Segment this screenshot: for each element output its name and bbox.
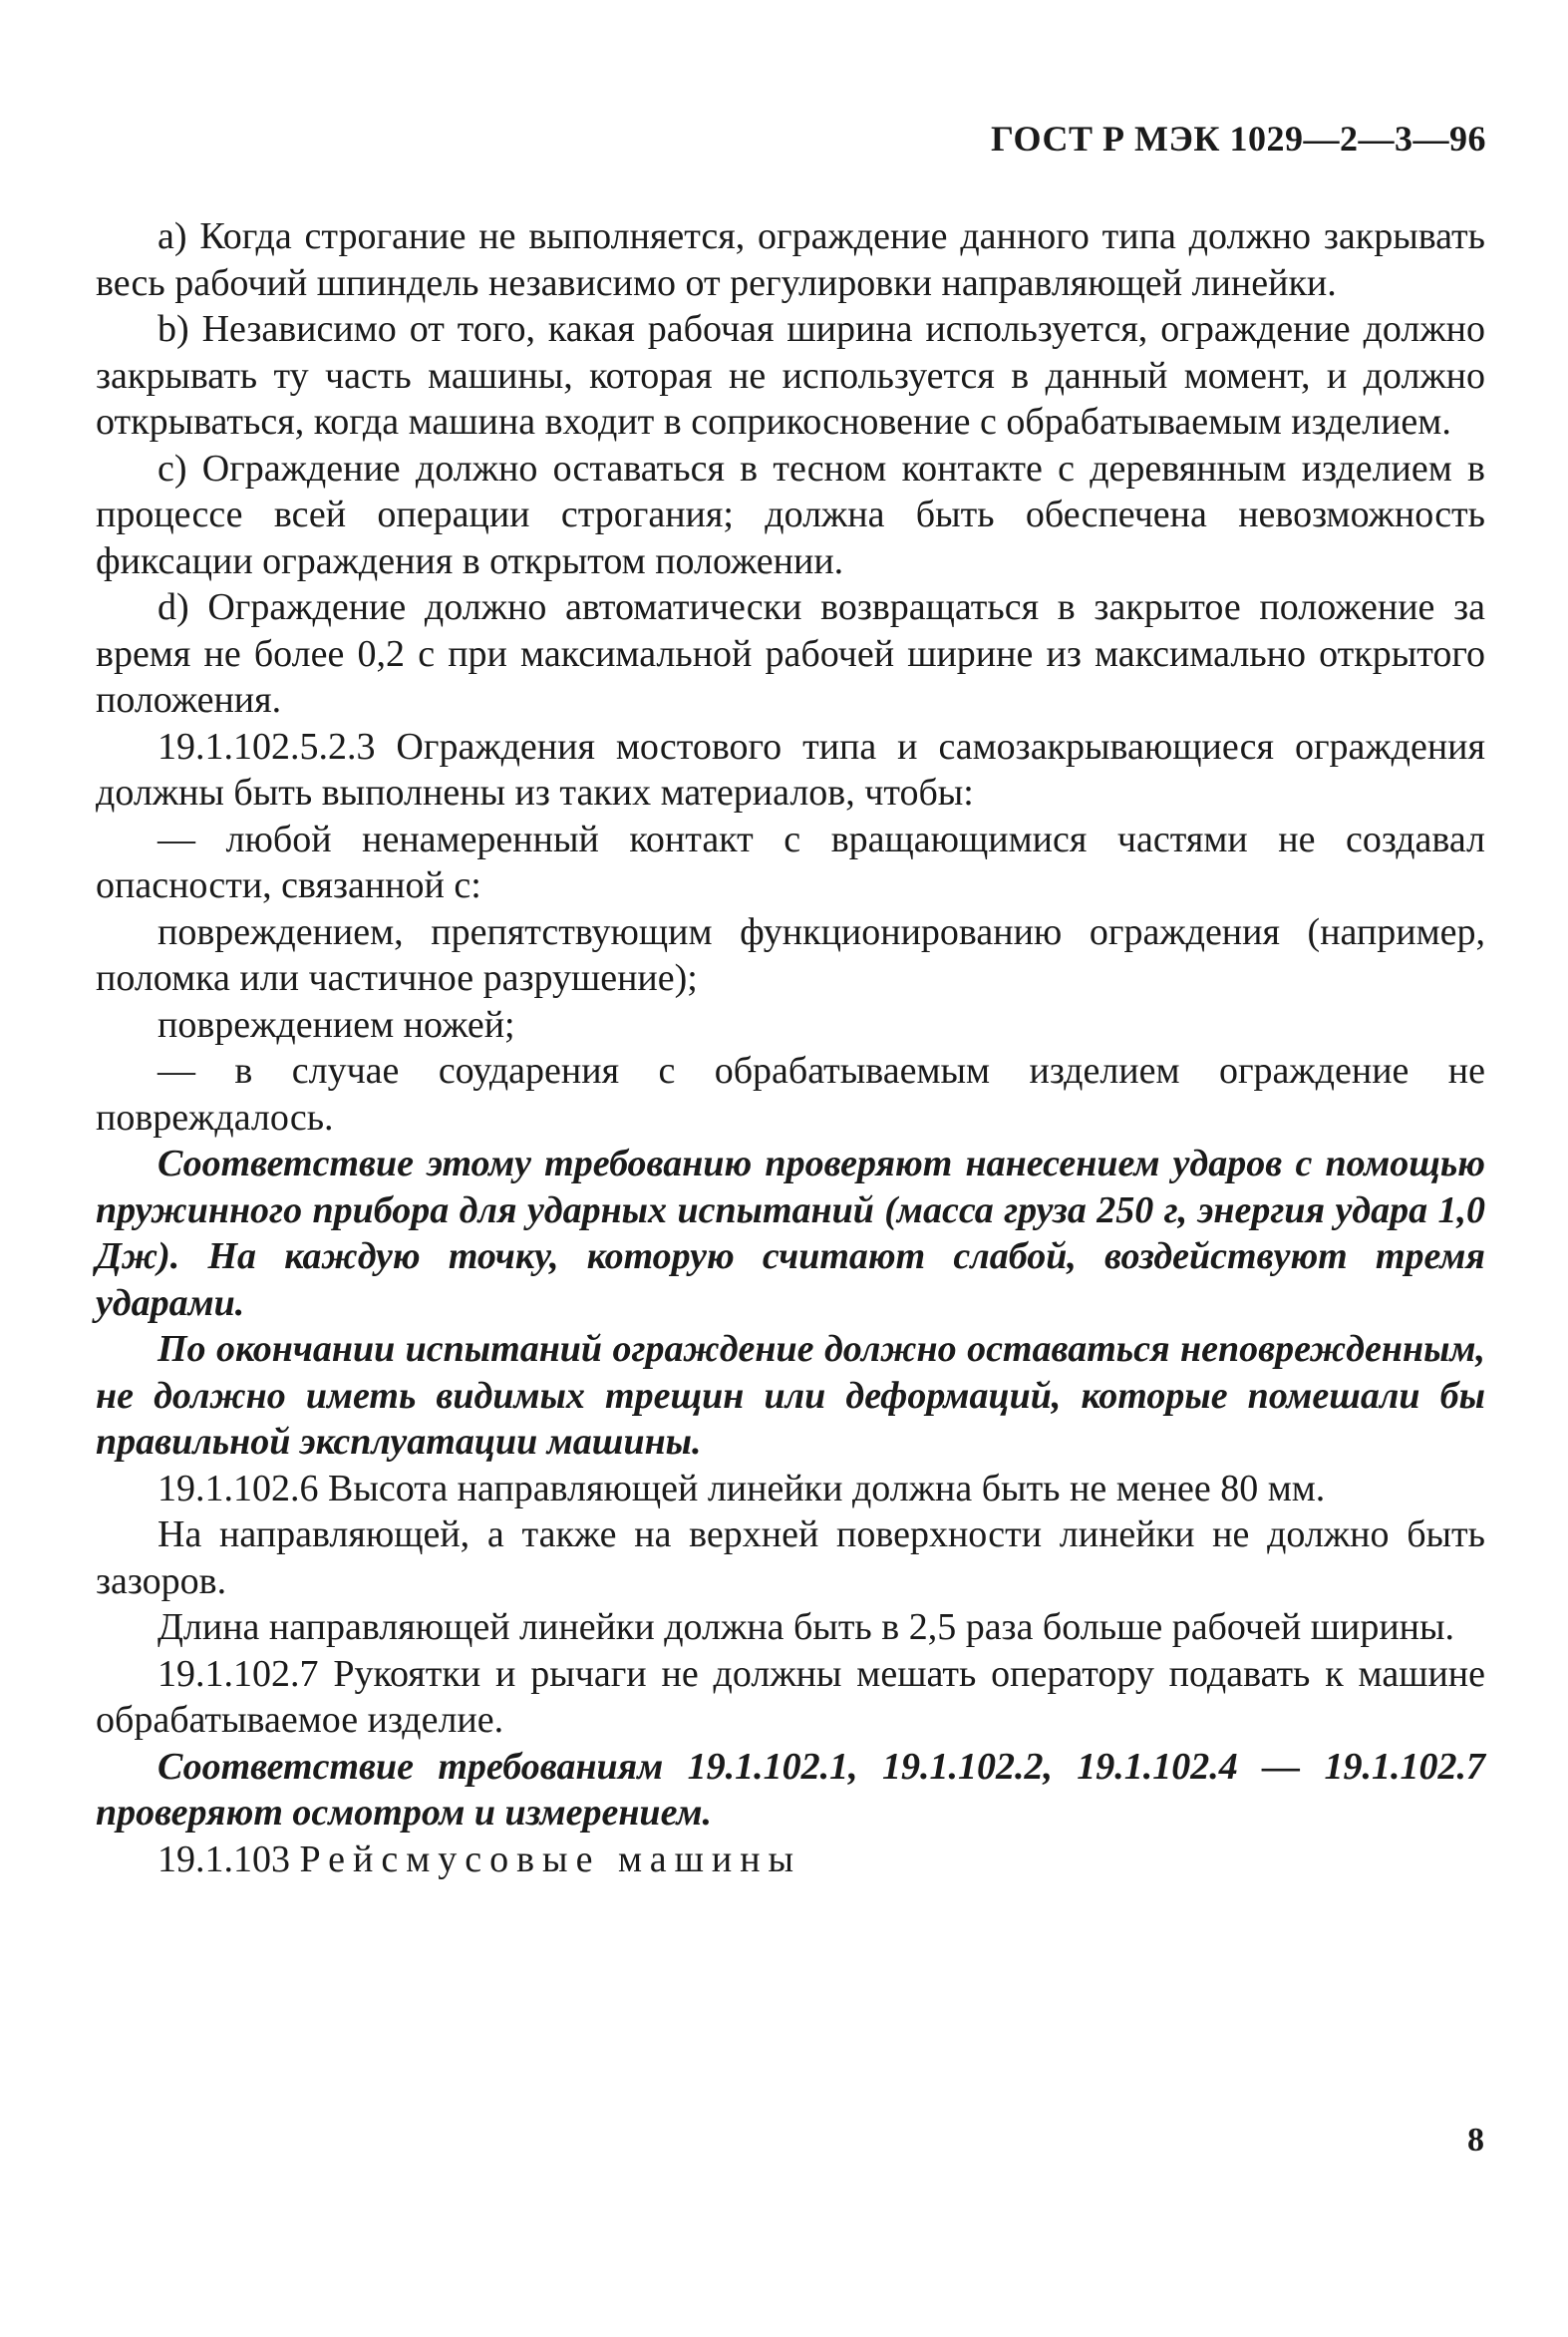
list-item-damage-function: повреждением, препятствующим функционированию ограждения (например, поломка или частичное разрушение); (96, 910, 1485, 999)
section-number: 19.1.103 (157, 1837, 290, 1880)
compliance-test-note: Соответствие этому требованию проверяют нанесением ударов с помощью пружинного прибора для ударных испытаний (масса груза 250 г, энергия удара 1,0 Дж). На каждую точку, которую считают слабой, воздействуют тремя ударами. (96, 1143, 1485, 1324)
paragraph-item-c: с) Ограждение должно оставаться в тесном контакте с деревянным изделием в процессе всей операции строгания; должна быть обеспечена невозможность фиксации ограждения в открытом положении. (96, 447, 1485, 582)
paragraph-item-b: b) Независимо от того, какая рабочая ширина используется, ограждение должно закрывать ту часть машины, которая не используется в данный момент, и должно открываться, когда машина входит в соприкосновение с обрабатываемым изделием. (96, 308, 1485, 443)
dash-item-collision: — в случае соударения с обрабатываемым изделием ограждение не повреждалось. (96, 1050, 1485, 1139)
clause-19-1-102-6: 19.1.102.6 Высота направляющей линейки должна быть не менее 80 мм. (157, 1467, 1326, 1509)
dash-item-contact: — любой ненамеренный контакт с вращающимися частями не создавал опасности, связанной с: (96, 818, 1485, 906)
guide-gaps-paragraph: На направляющей, а также на верхней поверхности линейки не должно быть зазоров. (96, 1513, 1485, 1602)
section-title: Рейсмусовые машины (299, 1837, 802, 1880)
compliance-inspection-note: Соответствие требованиям 19.1.102.1, 19.1.102.2, 19.1.102.4 — 19.1.102.7 проверяют осмотром и измерением. (96, 1745, 1485, 1834)
page-number: 8 (1467, 2122, 1484, 2159)
document-code-header: ГОСТ Р МЭК 1029—2—3—96 (991, 119, 1486, 159)
clause-19-1-102-7: 19.1.102.7 Рукоятки и рычаги не должны мешать оператору подавать к машине обрабатываемое изделие. (96, 1652, 1485, 1741)
guide-length-paragraph: Длина направляющей линейки должна быть в 2,5 раза больше рабочей ширины. (157, 1606, 1455, 1648)
document-body (96, 213, 1485, 1882)
post-test-note: По окончании испытаний ограждение должно оставаться неповрежденным, не должно иметь видимых трещин или деформаций, которые помешали бы правильной эксплуатации машины. (96, 1328, 1485, 1463)
paragraph-item-d: d) Ограждение должно автоматически возвращаться в закрытое положение за время не более 0,2 с при максимальной рабочей ширине из максимально открытого положения. (96, 586, 1485, 721)
section-heading (96, 1836, 1485, 1883)
clause-19-1-102-5-2-3: 19.1.102.5.2.3 Ограждения мостового типа и самозакрывающиеся ограждения должны быть выполнены из таких материалов, чтобы: (96, 725, 1485, 814)
list-item-damage-knives: повреждением ножей; (157, 1003, 515, 1046)
paragraph-item-a: а) Когда строгание не выполняется, ограждение данного типа должно закрывать весь рабочий шпиндель независимо от регулировки направляющей линейки. (96, 215, 1485, 304)
